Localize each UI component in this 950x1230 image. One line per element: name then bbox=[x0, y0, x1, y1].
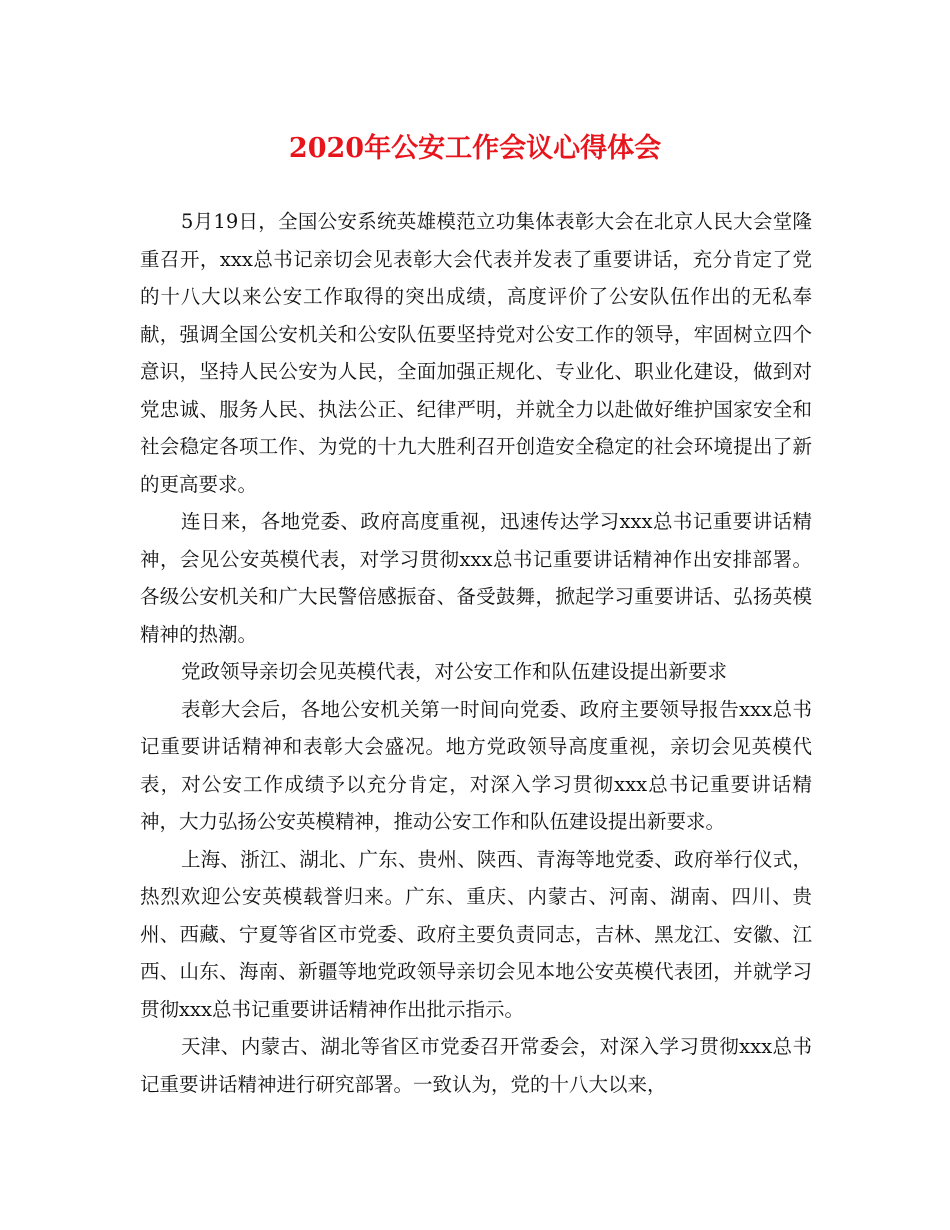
paragraph-5: 天津、内蒙古、湖北等省区市党委召开常委会，对深入学习贯彻xxx总书记重要讲话精神进行研究部署。一致认为，党的十八大以来， bbox=[140, 1035, 812, 1096]
document-body bbox=[140, 203, 812, 1103]
paragraph-4: 上海、浙江、湖北、广东、贵州、陕西、青海等地党委、政府举行仪式，热烈欢迎公安英模载誉归来。广东、重庆、内蒙古、河南、湖南、四川、贵州、西藏、宁夏等省区市党委、政府主要负责同志，吉林、黑龙江、安徽、江西、山东、海南、新疆等地党政领导亲切会见本地公安英模代表团，并就学习贯彻xxx总书记重要讲话精神作出批示指示。 bbox=[140, 847, 812, 1021]
document-title: 2020年公安工作会议心得体会 bbox=[288, 133, 662, 164]
paragraph-1: 5月19日，全国公安系统英雄模范立功集体表彰大会在北京人民大会堂隆重召开，xxx总书记亲切会见表彰大会代表并发表了重要讲话，充分肯定了党的十八大以来公安工作取得的突出成绩，高度评价了公安队伍作出的无私奉献，强调全国公安机关和公安队伍要坚持党对公安工作的领导，牢固树立四个意识，坚持人民公安为人民，全面加强正规化、专业化、职业化建设，做到对党忠诚、服务人民、执法公正、纪律严明，并就全力以赴做好维护国家安全和社会稳定各项工作、为党的十九大胜利召开创造安全稳定的社会环境提出了新的更高要求。 bbox=[140, 210, 812, 496]
paragraph-3: 表彰大会后，各地公安机关第一时间向党委、政府主要领导报告xxx总书记重要讲话精神和表彰大会盛况。地方党政领导高度重视，亲切会见英模代表，对公安工作成绩予以充分肯定，对深入学习贯彻xxx总书记重要讲话精神，大力弘扬公安英模精神，推动公安工作和队伍建设提出新要求。 bbox=[140, 697, 812, 833]
section-heading: 党政领导亲切会见英模代表，对公安工作和队伍建设提出新要求 bbox=[180, 660, 727, 683]
paragraph-2: 连日来，各地党委、政府高度重视，迅速传达学习xxx总书记重要讲话精神，会见公安英模代表，对学习贯彻xxx总书记重要讲话精神作出安排部署。各级公安机关和广大民警倍感振奋、备受鼓舞，掀起学习重要讲话、弘扬英模精神的热潮。 bbox=[140, 510, 812, 646]
